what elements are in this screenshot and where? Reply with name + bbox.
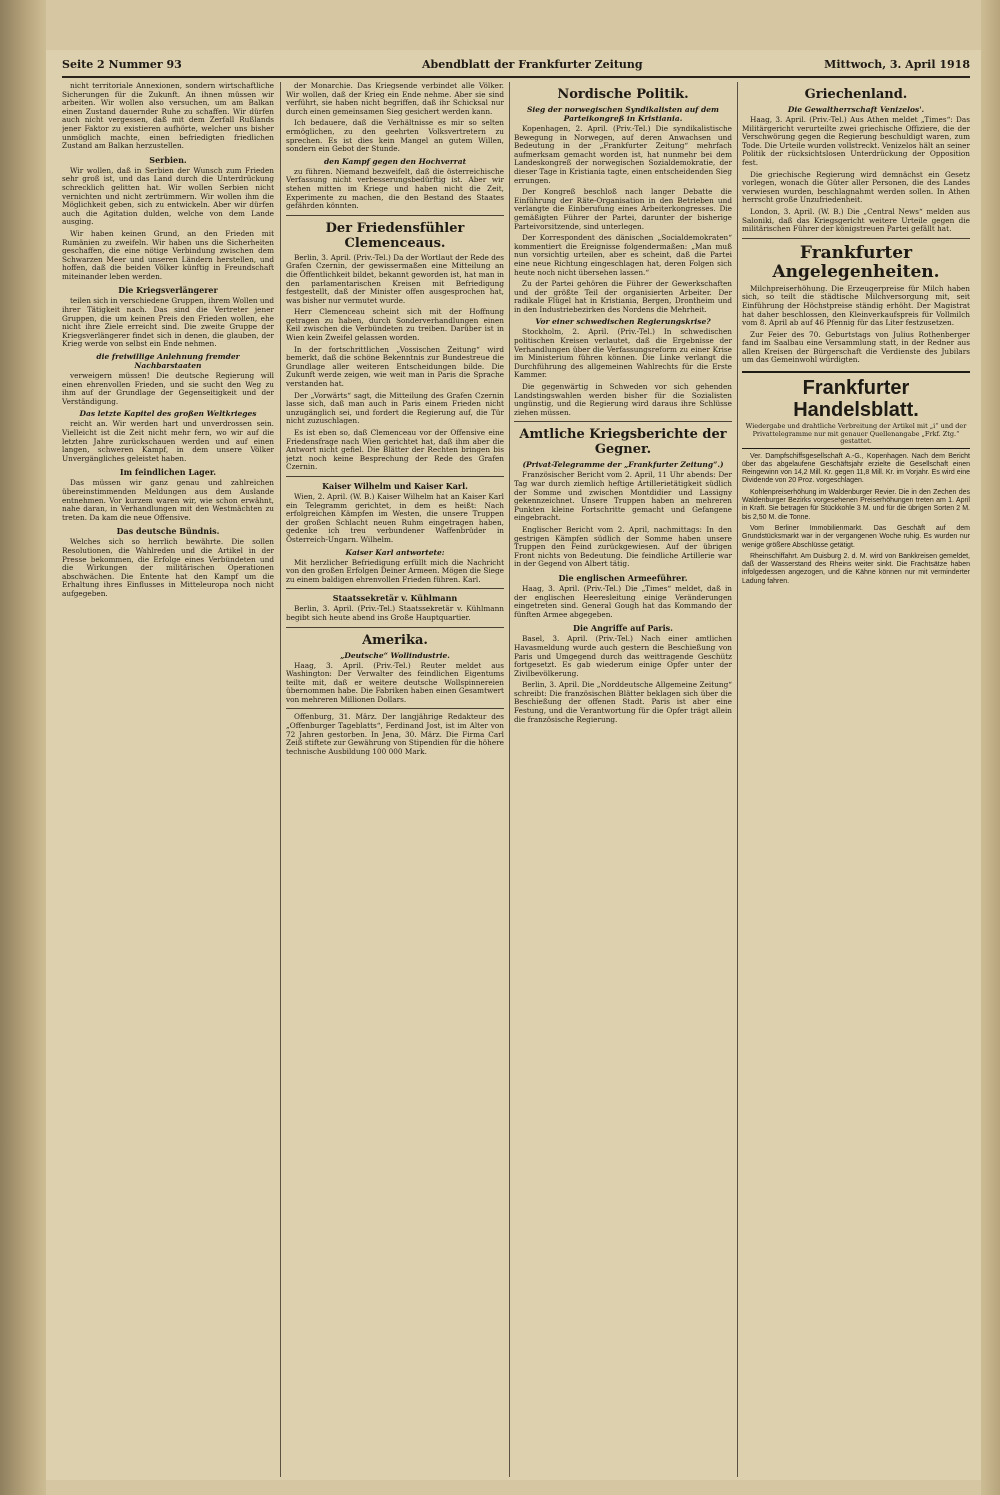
newspaper-title: Abendblatt der Frankfurter Zeitung [422, 58, 643, 71]
article-paragraph: Rheinschiffahrt. Am Duisburg 2. d. M. wird von Bankkreisen gemeldet, daß der Wasserstand des Rheins weiter sinkt. Die Frachtsätze haben infolgedessen angezogen, und die Kähne können nur mit verminderter Ladung fahren. [742, 552, 970, 585]
section-heading: Staatssekretär v. Kühlmann [332, 593, 458, 604]
divider [286, 215, 504, 216]
article-paragraph: Zur Feier des 70. Geburtstags von Julius Rothenberger fand im Saalbau eine Versammlung statt, in der Redner aus allen Kreisen der Bürgerschaft die Verdienste des Jubilars um das Gemeinwohl würdigten. [742, 329, 970, 365]
section-subheading: Kaiser Karl antwortete: [345, 547, 445, 557]
article-paragraph: Es ist eben so, daß Clemenceau vor der Offensive eine Friedensfrage nach Wien gerichtet hat, daß ihm aber die Antwort nicht gefiel. Die Blätter der Rechten bringen bis jetzt noch keine Besprechung der Rede des Grafen Czernin. [286, 428, 504, 472]
article-paragraph: zu führen. Niemand bezweifelt, daß die österreichische Verfassung nicht verbesserungsbedürftig ist. Aber wir stehen mitten im Kriege und haben nicht die Zeit, Experimente zu machen, die den Bestand des Staates gefährden könnten. [286, 166, 504, 211]
article-headline: Amerika. [362, 632, 428, 648]
article-paragraph: In der fortschrittlichen „Vossischen Zeitung“ wird bemerkt, daß die schöne Bekenntnis zur Bundestreue die Grundlage aller weiteren Entscheidungen bilde. Die Zukunft werde zeigen, wie weit man in Paris die Sprache verstanden hat. [286, 344, 504, 389]
section-heading: Im feindlichen Lager. [119, 467, 217, 478]
divider [286, 627, 504, 628]
section-subheading: Sieg der norwegischen Syndikalisten auf dem Parteikongreß in Kristiania. [527, 105, 719, 123]
handelsblatt-notice: Wiedergabe und drahtliche Verbreitung der Artikel mit „i“ und der Privattelegramme nur mit genauer Quellenangabe „Frkf. Ztg.“ gestattet. [745, 422, 967, 446]
article-paragraph: Berlin, 3. April. (Priv.-Tel.) Da der Wortlaut der Rede des Grafen Czernin, der gewissermaßen eine Mitteilung an die Öffentlichkeit bildet, bekannt geworden ist, hat man in den parlamentarischen Kreisen mit Befriedigung festgestellt, daß der Minister offen ausgesprochen hat, was bisher nur vermutet wurde. [286, 252, 504, 305]
article-paragraph: Kohlenpreiserhöhung im Waldenburger Revier. Die in den Zechen des Waldenburger Bezirks vorgesehenen Preiserhöhungen treten am 1. April in Kraft. Sie betragen für Stückkohle 3 M. und für die übrigen Sorten 2 M. bis 2,50 M. die Tonne. [742, 488, 970, 521]
article-headline: Griechenland. [804, 87, 908, 102]
finance-section [742, 453, 970, 586]
column-2 [286, 82, 504, 1477]
article-paragraph: Haag, 3. April. (Priv.-Tel.) Reuter meldet aus Washington: Der Verwalter des feindlichen Eigentums teilte mit, daß er weitere deutsche Wollspinnereien übernommen habe. Die Fabriken haben einen Gesamtwert von mehreren Millionen Dollars. [286, 660, 504, 704]
divider [514, 421, 732, 422]
article-paragraph: Basel, 3. April. (Priv.-Tel.) Nach einer amtlichen Havasmeldung wurde auch gestern die Beschießung von Paris und Umgegend durch das weittragende Geschütz fortgesetzt. Es gab wiederum einige Opfer unter der Zivilbevölkerung. [514, 634, 732, 678]
article-paragraph: Milchpreiserhöhung. Die Erzeugerpreise für Milch haben sich, so teilt die städtische Milchversorgung mit, seit Einführung der Höchstpreise ständig erhöht. Der Magistrat hat daher beschlossen, den Kleinverkaufspreis für Vollmilch vom 8. April ab auf 46 Pfennig für das Liter festzusetzen. [742, 283, 970, 328]
binding-gutter [0, 0, 46, 1495]
divider [286, 588, 504, 589]
article-paragraph: Herr Clemenceau scheint sich mit der Hoffnung getragen zu haben, durch Sonderverhandlungen einen Keil zwischen die Verbündeten zu treiben. Darüber ist in Wien kein Zweifel gelassen worden. [286, 307, 504, 343]
divider [286, 476, 504, 477]
article-paragraph: Vom Berliner Immobilienmarkt. Das Geschäft auf dem Grundstücksmarkt war in der vergangenen Woche ruhig. Es wurden nur wenige größere Abschlüsse getätigt. [742, 524, 970, 549]
handelsblatt-header [742, 371, 970, 449]
article-paragraph: Der Korrespondent des dänischen „Socialdemokraten“ kommentiert die Ereignisse folgendermaßen: „Man muß nun vorsichtig urteilen, aber es scheint, daß die Partei eine neue Richtung eingeschlagen hat, deren Folgen sich heute noch nicht übersehen lassen.“ [514, 233, 732, 277]
article-paragraph: Wien, 2. April. (W. B.) Kaiser Wilhelm hat an Kaiser Karl ein Telegramm gerichtet, in dem es heißt: Nach erfolgreichen Kämpfen im Westen, die unsere Truppen der großen Schlacht neuen Ruhm eingetragen haben, gedenke ich treu verbundener Waffenbrüder in Österreich-Ungarn. Wilhelm. [286, 491, 504, 544]
section-heading: Die englischen Armeeführer. [558, 572, 688, 583]
article-paragraph: Mit herzlicher Befriedigung erfüllt mich die Nachricht von den großen Erfolgen Deiner Armeen. Mögen die Siege zu einem baldigen ehrenvollen Frieden führen. Karl. [286, 557, 504, 584]
article-paragraph: Ich bedauere, daß die Verhältnisse es mir so selten ermöglichen, zu den geehrten Volksvertretern zu sprechen. Es ist dies kein Mangel an gutem Willen, sondern ein Gebot der Stunde. [286, 118, 504, 154]
column-rule [737, 82, 738, 1477]
article-headline: Der Friedensfühler Clemenceaus. [325, 220, 465, 251]
section-headline-frankfurt: Frankfurter Angelegenheiten. [772, 242, 940, 282]
article-paragraph: Berlin, 3. April. Die „Norddeutsche Allgemeine Zeitung“ schreibt: Die französischen Blätter beklagen sich über die Beschießung der offenen Stadt. Paris ist aber eine Festung, und die Verantwortung für die Opfer trägt allein die französische Regierung. [514, 680, 732, 724]
section-subheading: den Kampf gegen den Hochverrat [323, 156, 467, 166]
article-headline: Amtliche Kriegsberichte der Gegner. [519, 427, 727, 458]
article-paragraph: Haag, 3. April. (Priv.-Tel.) Die „Times“ meldet, daß in der englischen Heeresleitung einige Veränderungen eingetreten sind. General Gough hat das Kommando der fünften Armee abgegeben. [514, 583, 732, 619]
column-rule [280, 82, 281, 1477]
article-paragraph: reicht an. Wir werden hart und unverdrossen sein. Vielleicht ist die Zeit nicht mehr fern, wo wir auf die letzten Jahre zurückschauen werden und auf einen langen, schweren Kampf, in dem unsere Völker Unvergängliches geleistet haben. [62, 419, 274, 463]
article-paragraph: Stockholm, 2. April. (Priv.-Tel.) In schwedischen politischen Kreisen verlautet, daß die Ergebnisse der Verhandlungen über die Verfassungsreform zu einer Krise im Ministerium führen können. Die Linke verlangt die Durchführung des allgemeinen Wahlrechts für die Erste Kammer. [514, 327, 732, 380]
handelsblatt-title: Frankfurter Handelsblatt. [793, 377, 919, 422]
section-heading: Die Kriegsverlängerer [118, 285, 218, 296]
article-paragraph: verweigern müssen! Die deutsche Regierung will einen ehrenvollen Frieden, und sie sucht den Weg zu ihm auf der Grundlage der Gegenseitigkeit und der Verständigung. [62, 371, 274, 406]
column-4 [742, 82, 970, 1477]
section-heading: Serbien. [149, 154, 187, 165]
article-paragraph: Wir haben keinen Grund, an den Frieden mit Rumänien zu zweifeln. Wir haben uns die Sicherheiten geschaffen, die eine nötige Verbindung zwischen dem Schwarzen Meer und unseren Ländern herstellen, und hoffen, daß die beiden Völker künftig in Freundschaft miteinander leben werden. [62, 228, 274, 281]
article-paragraph: Der „Vorwärts“ sagt, die Mitteilung des Grafen Czernin lasse sich, daß man auch in Paris einem Frieden nicht unzugänglich sei, und fordert die Regierung auf, die Tür nicht zuzuschlagen. [286, 390, 504, 426]
article-paragraph: Kopenhagen, 2. April. (Priv.-Tel.) Die syndikalistische Bewegung in Norwegen, auf deren Anwachsen und Bedeutung in der „Frankfurter Zeitung“ mehrfach aufmerksam gemacht worden ist, hat nunmehr bei dem Landeskongreß der norwegischen Sozialdemokratie, der dieser Tage in Kristiania tagte, einen entscheidenden Sieg errungen. [514, 124, 732, 185]
article-paragraph: Ver. Dampfschiffsgesellschaft A.-G., Kopenhagen. Nach dem Bericht über das abgelaufene Geschäftsjahr erzielte die Gesellschaft einen Reingewinn von 14,2 Mill. Kr. gegen 11,8 Mill. Kr. im Vorjahr. Es wird eine Dividende von 20 Proz. vorgeschlagen. [742, 452, 970, 485]
column-3 [514, 82, 732, 1477]
section-heading: Das deutsche Bündnis. [116, 526, 220, 537]
article-headline: Nordische Politik. [557, 87, 689, 102]
page-number: Seite 2 Nummer 93 [62, 58, 182, 71]
article-paragraph: Welches sich so herrlich bewährte. Die sollen Resolutionen, die Wahlreden und die Artikel in der Presse bekommen, die Erfolge eines Verbündeten und die Wirkungen der militärischen Operationen abschwächen. Die Entente hat den Kampf um die Erhaltung ihres Einflusses in Mitteleuropa noch nicht aufgegeben. [62, 537, 274, 598]
section-heading: Die Angriffe auf Paris. [573, 623, 673, 634]
article-paragraph: London, 3. April. (W. B.) Die „Central News“ melden aus Saloniki, daß das Kriegsgericht weitere Urteile gegen die militärischen Führer der königstreuen Partei gefällt hat. [742, 206, 970, 234]
article-paragraph: nicht territoriale Annexionen, sondern wirtschaftliche Sicherungen für die Zukunft. An ihnen müssen wir arbeiten. Wir wollen also versuchen, um am Balkan einen Zustand dauernder Ruhe zu schaffen. Wir dürfen auch nicht vergessen, daß mit dem Zerfall Rußlands jener Faktor zu existieren aufhörte, welcher uns bisher unmöglich machte, einen befriedigten friedlichen Zustand am Balkan herzustellen. [62, 82, 274, 151]
section-subheading: Das letzte Kapitel des großen Weltkrieges [79, 409, 257, 419]
issue-date: Mittwoch, 3. April 1918 [824, 58, 970, 71]
article-paragraph: Englischer Bericht vom 2. April, nachmittags: In den gestrigen Kämpfen südlich der Somme haben unsere Truppen den Feind zurückgewiesen. Auf der übrigen Front nichts von Bedeutung. Die feindliche Artillerie war in der Gegend von Albert tätig. [514, 524, 732, 569]
article-paragraph: Die gegenwärtig in Schweden vor sich gehenden Landstingswahlen werden bisher für die Sozialisten ungünstig, und die Regierung wird daraus ihre Schlüsse ziehen müssen. [514, 382, 732, 417]
masthead [62, 58, 970, 78]
article-paragraph: Das müssen wir ganz genau und zahlreichen übereinstimmenden Meldungen aus dem Auslande entnehmen. Vor kurzem waren wir, wie schon erwähnt, nahe daran, in Verhandlungen mit den Westmächten zu treten. Da kam die neue Offensive. [62, 478, 274, 522]
article-paragraph: Zu der Partei gehören die Führer der Gewerkschaften und der größte Teil der organisierten Arbeiter. Der radikale Flügel hat in Kristiania, Bergen, Drontheim und in den Industriebezirken des Nordens die Mehrheit. [514, 279, 732, 314]
article-paragraph: Offenburg, 31. März. Der langjährige Redakteur des „Offenburger Tageblatts“, Ferdinand Jost, ist im Alter von 72 Jahren gestorben. In Jena, 30. März. Die Firma Carl Zeiß stiftete zur Gewährung von Stipendien für die höhere technische Ausbildung 100 000 Mark. [286, 712, 504, 756]
section-subheading: Die Gewaltherrschaft Venizelos'. [787, 105, 925, 114]
divider [742, 238, 970, 239]
section-subheading: „Deutsche“ Wollindustrie. [340, 650, 450, 660]
article-paragraph: Haag, 3. April. (Priv.-Tel.) Aus Athen meldet „Times“: Das Militärgericht verurteilte zwei griechische Offiziere, die der Verschwörung gegen die Regierung beschuldigt waren, zum Tode. Die Urteile wurden vollstreckt. Venizelos hält an seiner Politik der rücksichtslosen Unterdrückung der Opposition fest. [742, 115, 970, 167]
article-paragraph: Berlin, 3. April. (Priv.-Tel.) Staatssekretär v. Kühlmann begibt sich heute abend ins Große Hauptquartier. [286, 604, 504, 622]
article-paragraph: Französischer Bericht vom 2. April, 11 Uhr abends: Der Tag war durch ziemlich heftige Artillerietätigkeit südlich der Somme und zwischen Montdidier und Lassigny gekennzeichnet. Unsere Truppen haben an mehreren Punkten kleine Fortschritte gemacht und Gefangene eingebracht. [514, 470, 732, 523]
page-edge [981, 0, 1000, 1495]
section-subheading: die freiwillige Anlehnung fremder Nachbarstaaten [96, 352, 240, 371]
article-paragraph: Der Kongreß beschloß nach langer Debatte die Einführung der Räte-Organisation in den Betrieben und verlangte die Einberufung eines Arbeiterkongresses. Die gemäßigten Führer der Partei, darunter der bisherige Parteivorsitzende, sind unterlegen. [514, 187, 732, 231]
section-subheading: Vor einer schwedischen Regierungskrise? [535, 317, 711, 327]
column-rule [509, 82, 510, 1477]
article-paragraph: Wir wollen, daß in Serbien der Wunsch zum Frieden sehr groß ist, und das Land durch die Unterdrückung schrecklich gelitten hat. Wir wollen Serbien nicht vernichten und nicht zertrümmern. Wir wollen ihm die Möglichkeit geben, sich zu entwickeln. Aber wir dürfen auch die Agitation dulden, welche von dem Lande ausging. [62, 165, 274, 227]
article-paragraph: Die griechische Regierung wird demnächst ein Gesetz vorlegen, wonach die Güter aller Personen, die des Landes verwiesen wurden, beschlagnahmt werden sollen. In Athen herrscht große Unzufriedenheit. [742, 169, 970, 205]
column-1 [62, 82, 274, 1477]
divider [286, 708, 504, 709]
section-heading: Kaiser Wilhelm und Kaiser Karl. [322, 480, 468, 491]
article-paragraph: der Monarchie. Das Kriegsende verbindet alle Völker. Wir wollen, daß der Krieg ein Ende nehme. Aber sie sind verführt, sie haben nicht begriffen, daß ihr Schicksal nur durch einen gemeinsamen Sieg gesichert werden kann. [286, 82, 504, 116]
section-subheading: (Privat-Telegramme der „Frankfurter Zeitung“.) [522, 460, 724, 470]
article-paragraph: teilen sich in verschiedene Gruppen, ihrem Wollen und ihrer Tätigkeit nach. Das sind die Vertreter jener Gruppen, die um keinen Preis den Frieden wollen, ehe nicht ihre Ziele erreicht sind. Die zweite Gruppe der Kriegsverlängerer findet sich in denen, die glauben, der Krieg werde von selbst ein Ende nehmen. [62, 296, 274, 349]
